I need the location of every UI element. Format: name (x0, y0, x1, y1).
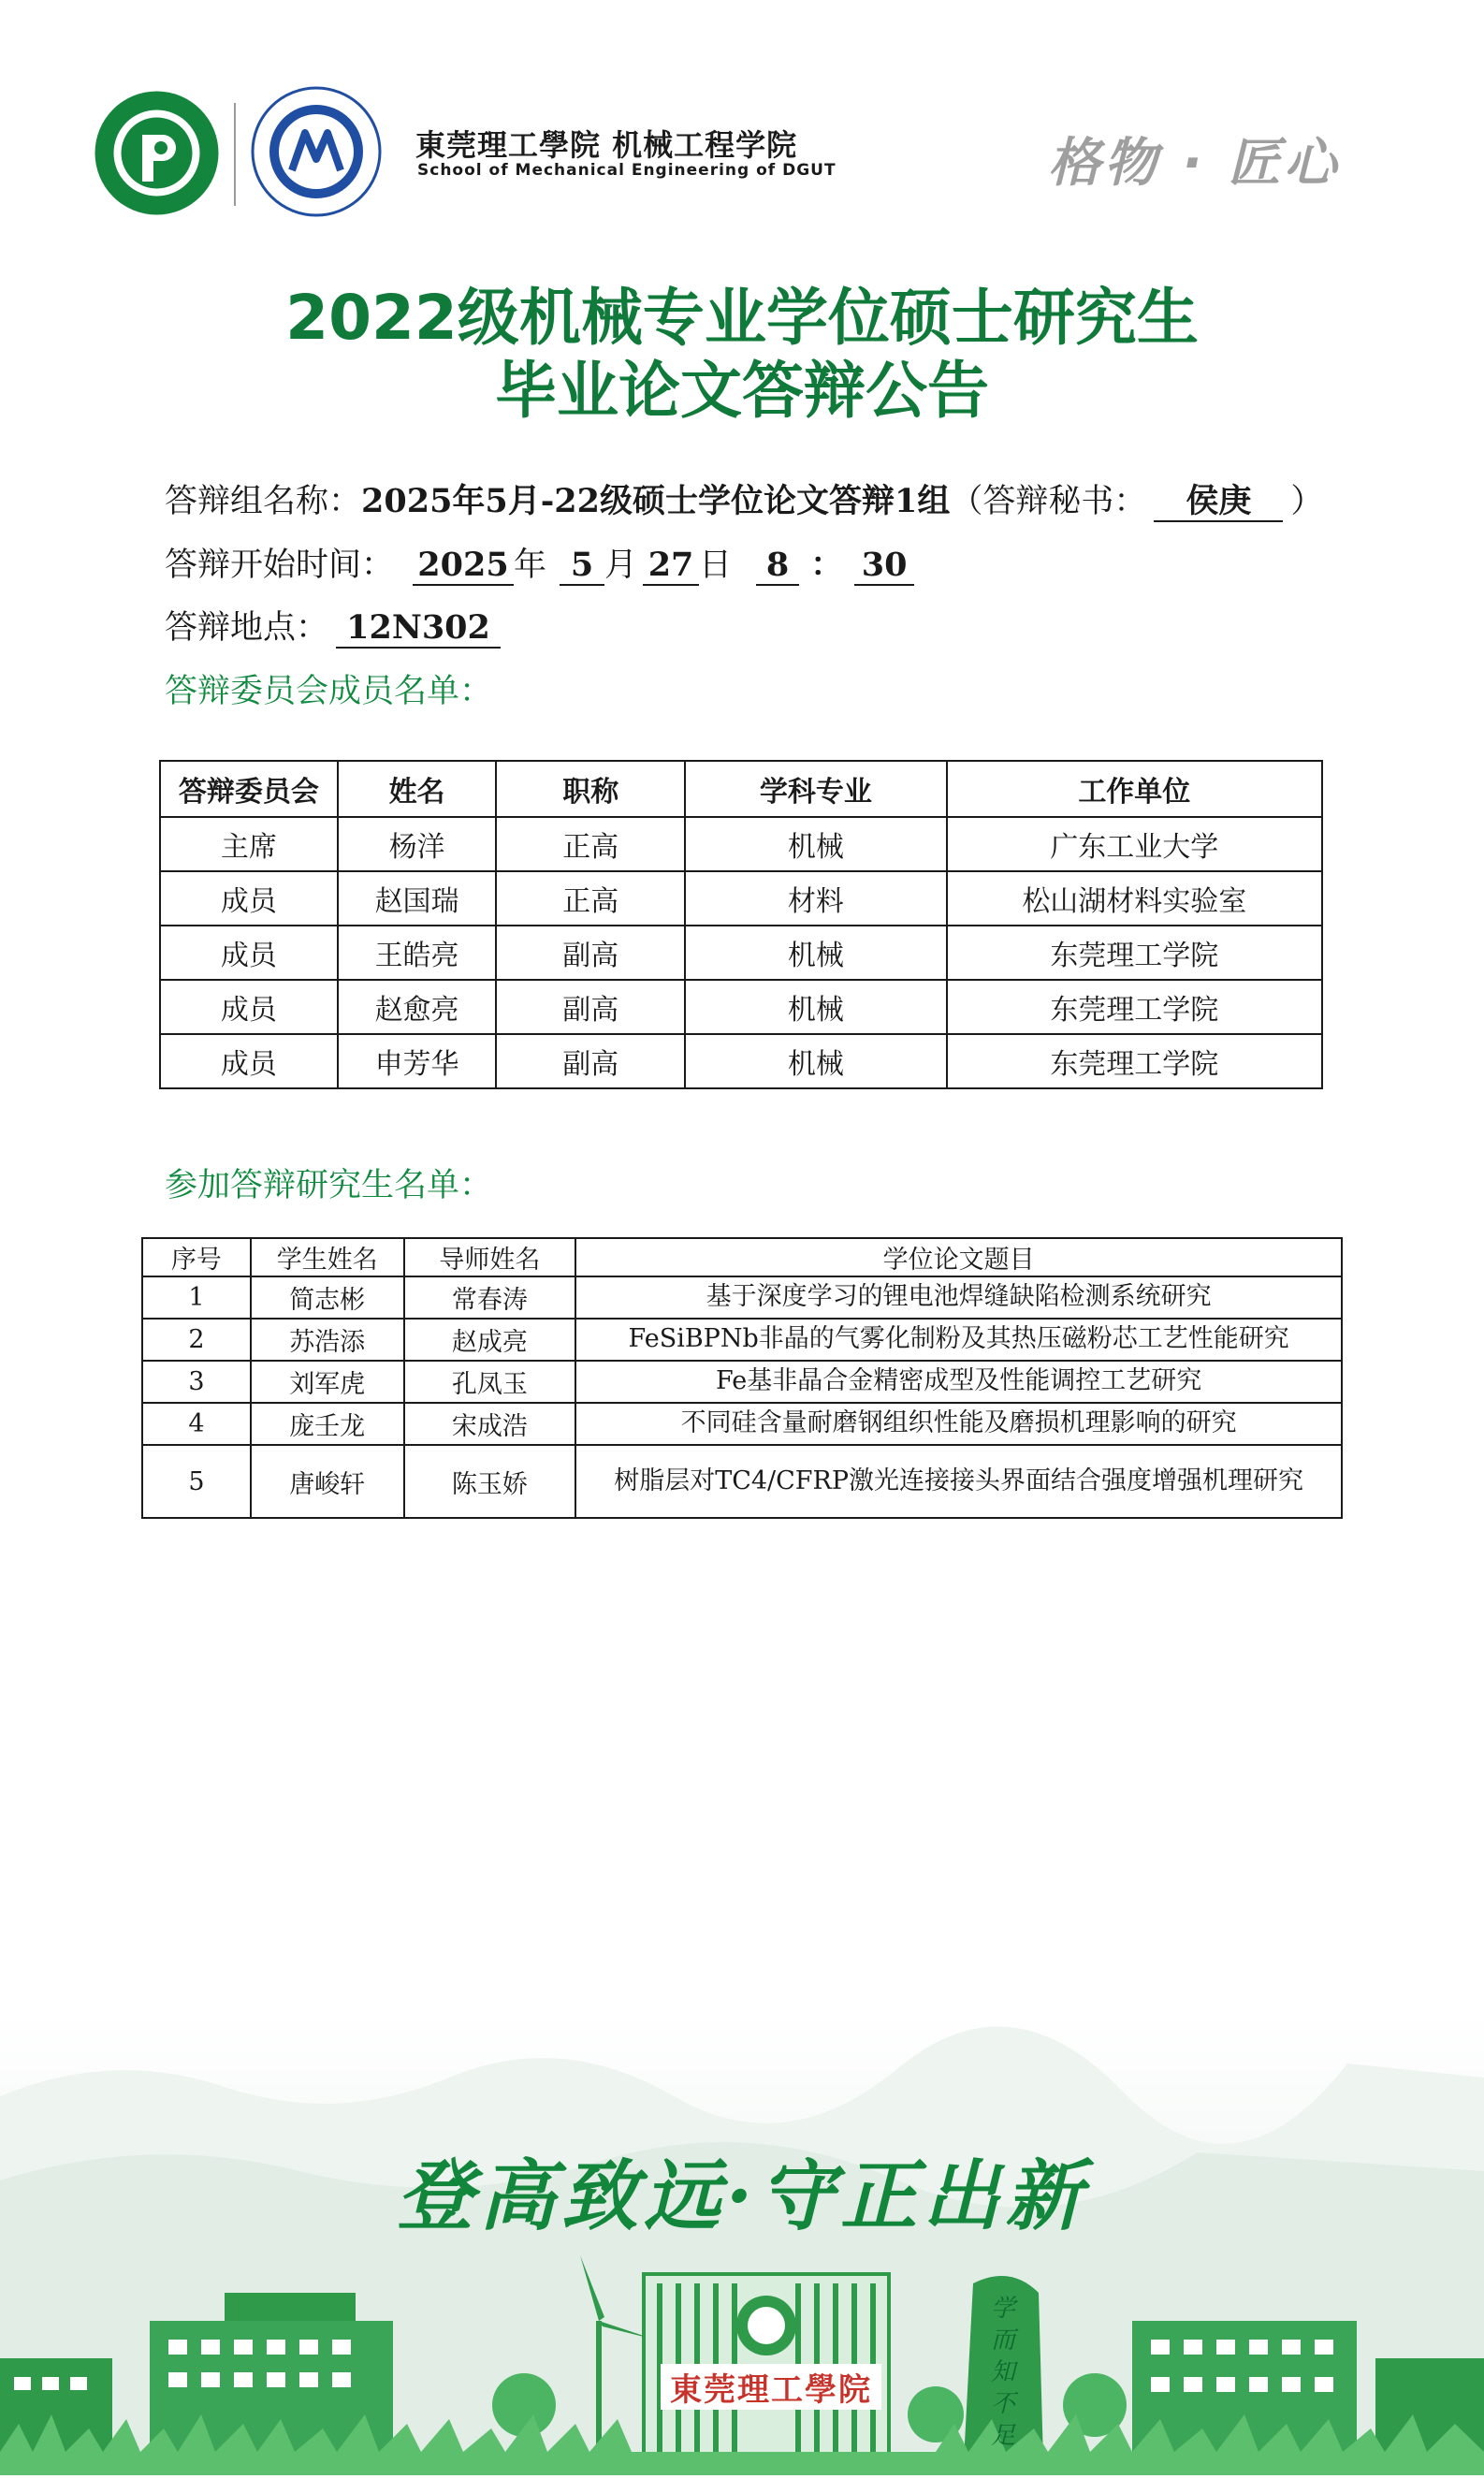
thesis-title-cell: 不同硅含量耐磨钢组织性能及磨损机理影响的研究 (575, 1403, 1342, 1445)
footer-motto: 登高致远·守正出新 (396, 2151, 1088, 2241)
table-cell: 副高 (496, 1034, 685, 1088)
table-row (142, 1319, 1342, 1361)
students-header-row (142, 1238, 1342, 1276)
column-header: 学科专业 (685, 761, 947, 817)
defense-group-line (165, 475, 1323, 522)
table-cell: 2 (142, 1319, 251, 1361)
school-name-cn: 東莞理工學院 机械工程学院 (415, 127, 798, 163)
table-cell: 4 (142, 1403, 251, 1445)
column-header: 姓名 (338, 761, 497, 817)
table-cell: 成员 (160, 871, 338, 926)
table-cell: 机械 (685, 817, 947, 871)
time-year-unit: 年 (514, 547, 547, 584)
table-row (160, 980, 1322, 1034)
column-header: 职称 (496, 761, 685, 817)
table-cell: 东莞理工学院 (947, 980, 1322, 1034)
defense-place-line (165, 602, 501, 649)
table-cell: 赵国瑞 (338, 871, 497, 926)
table-cell: 唐峻轩 (251, 1445, 404, 1518)
table-cell: 庞壬龙 (251, 1403, 404, 1445)
table-cell: 广东工业大学 (947, 817, 1322, 871)
table-cell: 成员 (160, 926, 338, 980)
group-label: 答辩组名称： (165, 483, 362, 520)
table-row (160, 1034, 1322, 1088)
thesis-title-cell: FeSiBPNb非晶的气雾化制粉及其热压磁粉芯工艺性能研究 (575, 1319, 1342, 1361)
table-cell: 5 (142, 1445, 251, 1518)
committee-header-row (160, 761, 1322, 817)
thesis-title-cell: 基于深度学习的锂电池焊缝缺陷检测系统研究 (575, 1276, 1342, 1319)
table-cell: 孔凤玉 (404, 1361, 576, 1403)
committee-table (159, 760, 1323, 1089)
mechanical-school-emblem-icon (251, 86, 382, 217)
table-cell: 成员 (160, 980, 338, 1034)
table-cell: 陈玉娇 (404, 1445, 576, 1518)
table-cell: 机械 (685, 980, 947, 1034)
table-cell: 常春涛 (404, 1276, 576, 1319)
time-minute: 30 (854, 547, 914, 586)
table-cell: 简志彬 (251, 1276, 404, 1319)
table-cell: 松山湖材料实验室 (947, 871, 1322, 926)
school-name-en: School of Mechanical Engineering of DGUT (417, 161, 837, 180)
thesis-title-cell: 树脂层对TC4/CFRP激光连接接头界面结合强度增强机理研究 (575, 1445, 1342, 1518)
place-label: 答辩地点： (165, 609, 329, 647)
table-cell: 刘军虎 (251, 1361, 404, 1403)
table-cell: 1 (142, 1276, 251, 1319)
group-name: 2025年5月-22级硕士学位论文答辩1组 (361, 482, 951, 520)
table-row (160, 817, 1322, 871)
defense-time-line (165, 539, 914, 586)
table-cell: 机械 (685, 926, 947, 980)
table-cell: 苏浩添 (251, 1319, 404, 1361)
stone-inscription: 学而知不足 (990, 2295, 1015, 2450)
table-cell: 成员 (160, 1034, 338, 1088)
table-row (142, 1361, 1342, 1403)
time-month-unit: 月 (604, 547, 638, 584)
column-header: 序号 (142, 1238, 251, 1276)
header-motto: 格物 · 匠心 (1048, 133, 1341, 194)
column-header: 导师姓名 (404, 1238, 576, 1276)
table-cell: 赵愈亮 (338, 980, 497, 1034)
table-cell: 正高 (496, 817, 685, 871)
logo-divider (234, 103, 236, 206)
table-cell: 主席 (160, 817, 338, 871)
table-cell: 3 (142, 1361, 251, 1403)
table-row (142, 1403, 1342, 1445)
gate-sign: 東莞理工學院 (661, 2364, 881, 2410)
table-cell: 东莞理工学院 (947, 1034, 1322, 1088)
table-row (142, 1445, 1342, 1518)
table-cell: 正高 (496, 871, 685, 926)
time-month: 5 (560, 547, 604, 586)
table-cell: 机械 (685, 1034, 947, 1088)
column-header: 学位论文题目 (575, 1238, 1342, 1276)
time-label: 答辩开始时间： (165, 547, 395, 584)
table-cell: 东莞理工学院 (947, 926, 1322, 980)
table-cell: 赵成亮 (404, 1319, 576, 1361)
students-table (141, 1237, 1343, 1519)
time-hour: 8 (756, 547, 799, 586)
column-header: 答辩委员会 (160, 761, 338, 817)
page-title-line1: 2022级机械专业学位硕士研究生 (285, 282, 1199, 354)
column-header: 学生姓名 (251, 1238, 404, 1276)
column-header: 工作单位 (947, 761, 1322, 817)
time-day-unit: 日 (699, 547, 733, 584)
time-colon: ： (810, 546, 844, 584)
secretary-name: 侯庚 (1154, 483, 1283, 522)
table-cell: 宋成浩 (404, 1403, 576, 1445)
table-row (160, 926, 1322, 980)
thesis-title-cell: Fe基非晶合金精密成型及性能调控工艺研究 (575, 1361, 1342, 1403)
secretary-label: （答辩秘书： (950, 483, 1147, 520)
time-day: 27 (643, 547, 699, 586)
table-cell: 副高 (496, 926, 685, 980)
table-cell: 杨洋 (338, 817, 497, 871)
table-row (142, 1276, 1342, 1319)
table-cell: 副高 (496, 980, 685, 1034)
table-cell: 材料 (685, 871, 947, 926)
dgut-emblem-icon (94, 90, 220, 216)
table-cell: 申芳华 (338, 1034, 497, 1088)
table-cell: 王皓亮 (338, 926, 497, 980)
committee-heading: 答辩委员会成员名单： (165, 673, 493, 710)
page-title-line2: 毕业论文答辩公告 (495, 355, 989, 427)
place-value: 12N302 (336, 609, 501, 649)
time-year: 2025 (413, 547, 514, 586)
students-heading: 参加答辩研究生名单： (165, 1167, 493, 1204)
table-row (160, 871, 1322, 926)
secretary-close: ） (1290, 483, 1324, 520)
